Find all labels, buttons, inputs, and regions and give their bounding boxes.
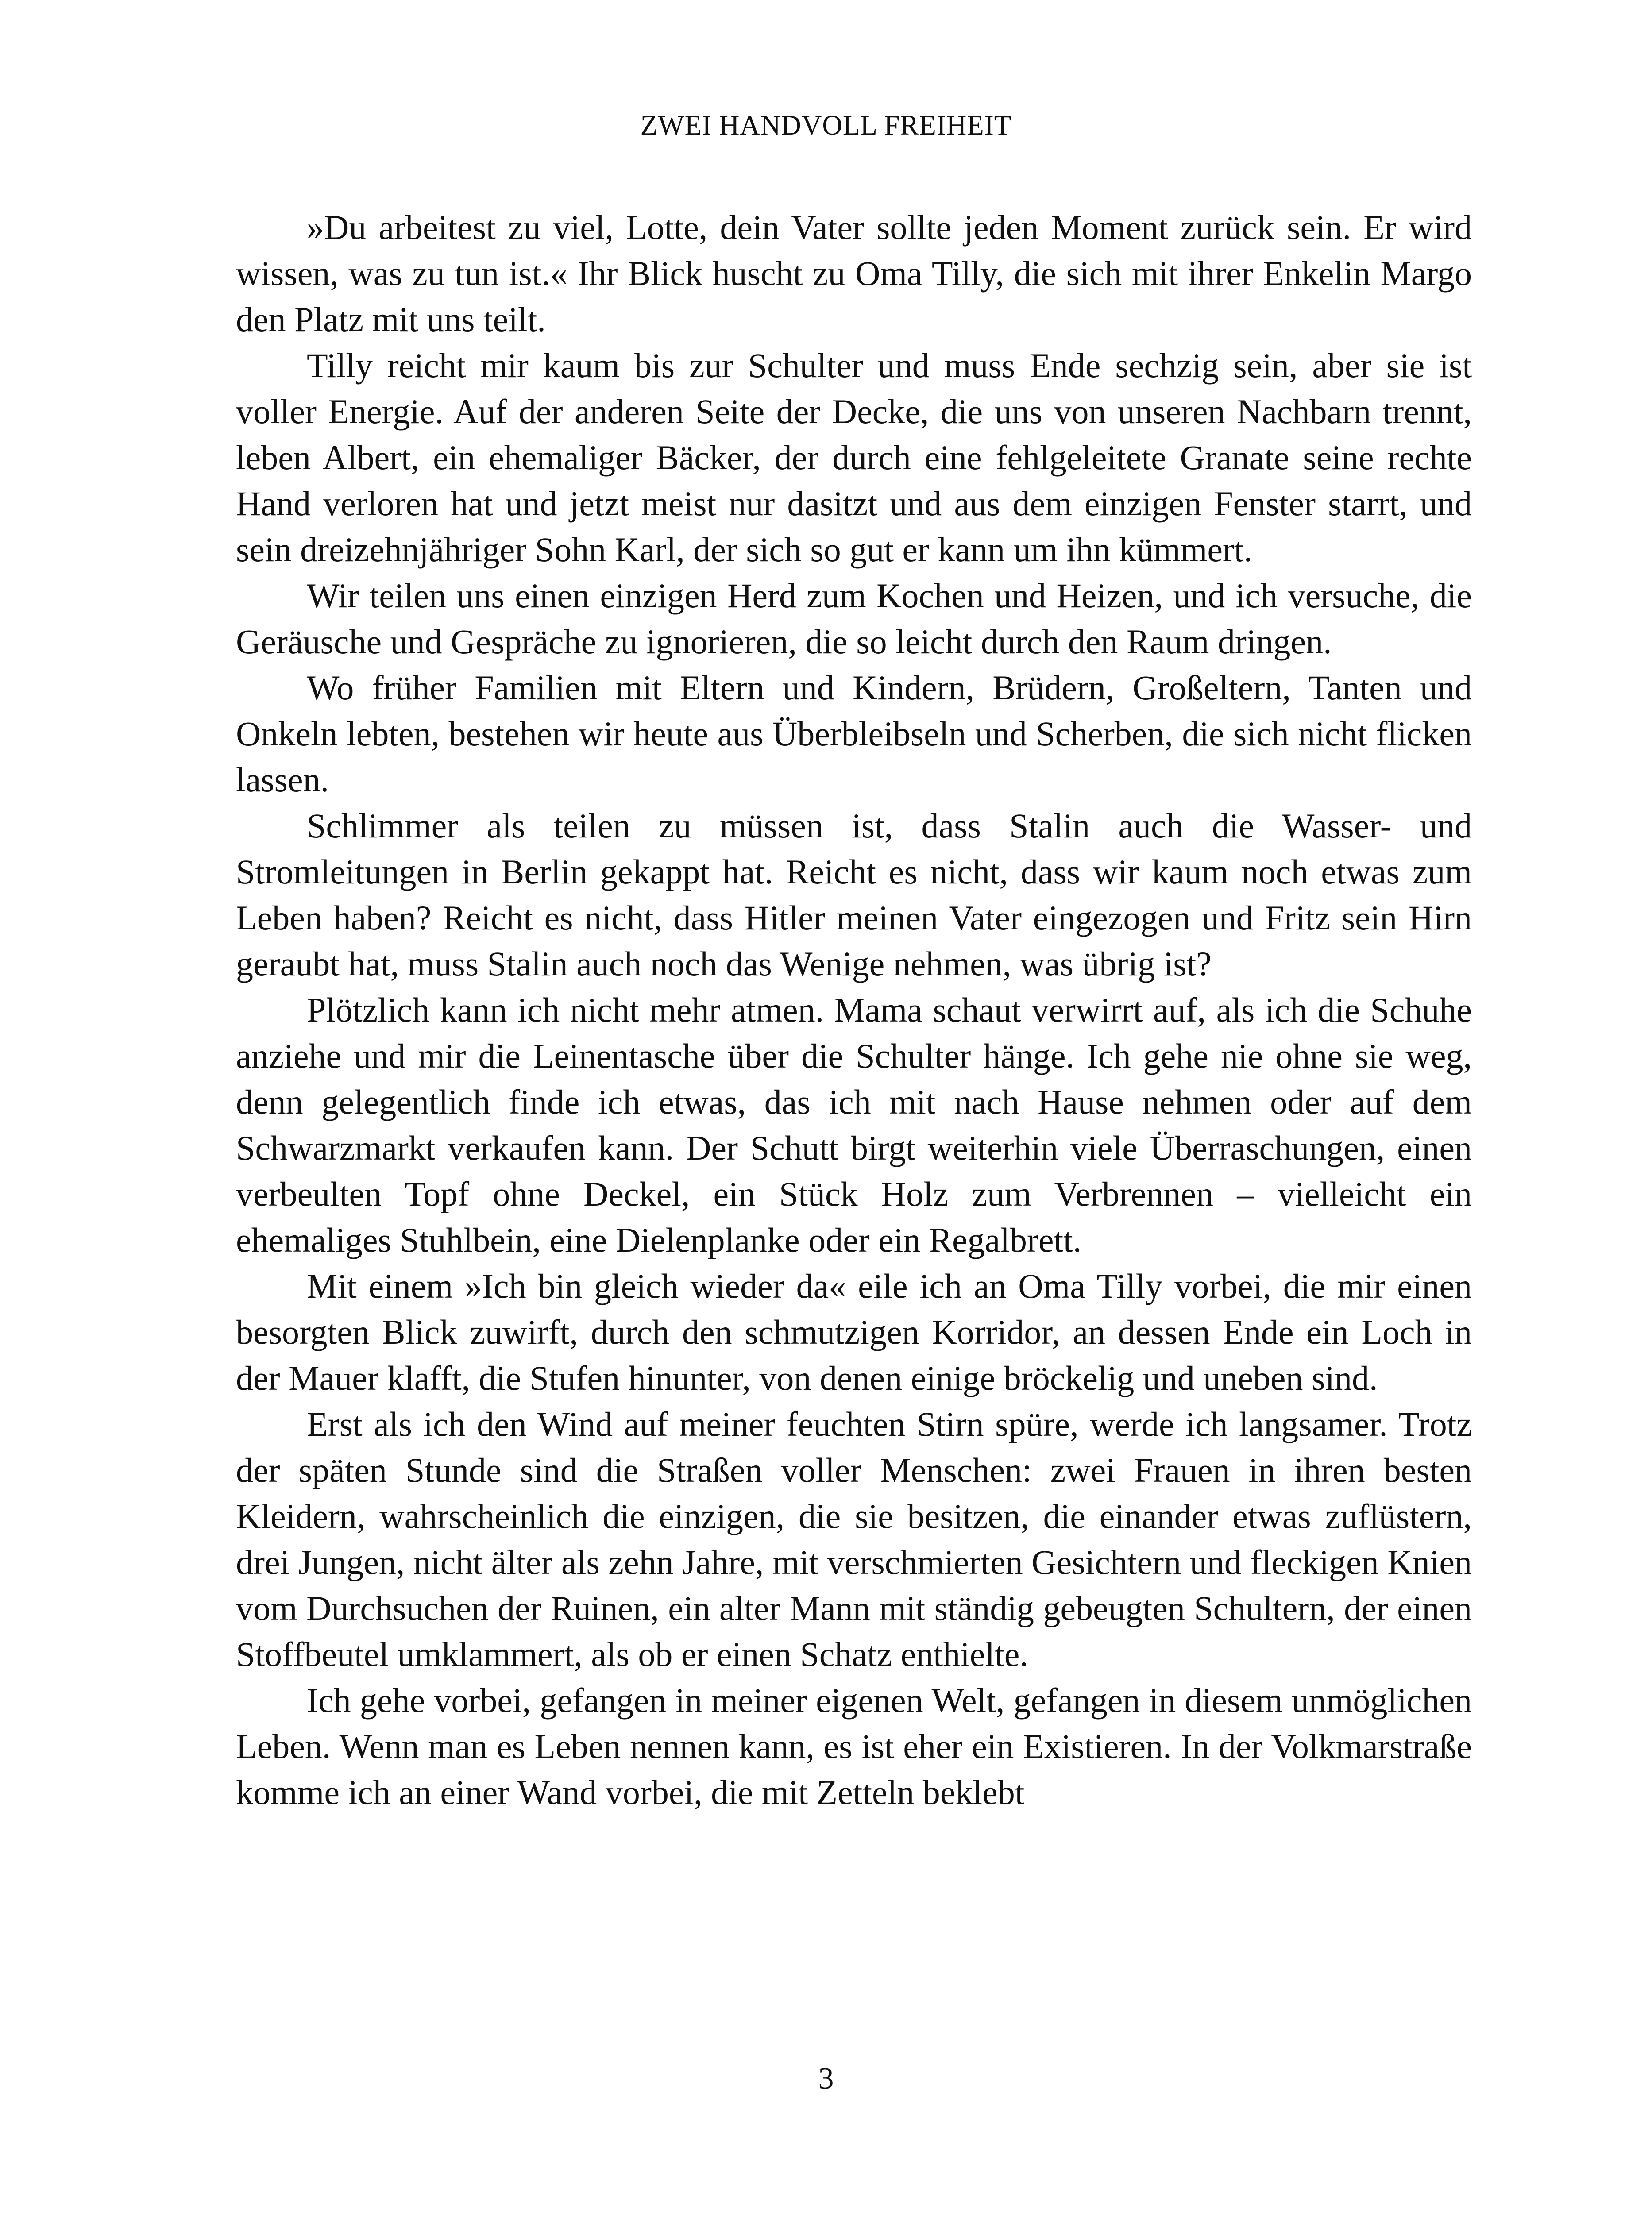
paragraph: Mit einem »Ich bin gleich wieder da« eile ich an Oma Tilly vorbei, die mir einen besorgten Blick zuwirft, durch den schmutzigen Korridor, an dessen Ende ein Loch in der Mauer klafft, die Stufen hinunter, von denen einige bröckelig und uneben sind. [236, 1267, 1472, 1397]
paragraph: Tilly reicht mir kaum bis zur Schulter und muss Ende sechzig sein, aber sie ist voller Energie. Auf der anderen Seite der Decke, die uns von unseren Nachbarn trennt, leben Albert, ein ehemaliger Bäcker, der durch eine fehlgeleitete Granate seine rechte Hand verloren hat und jetzt meist nur dasitzt und aus dem einzigen Fenster starrt, und sein dreizehnjähriger Sohn Karl, der sich so gut er kann um ihn kümmert. [236, 346, 1472, 569]
running-header: ZWEI HANDVOLL FREIHEIT [640, 110, 1012, 141]
paragraph: Wo früher Familien mit Eltern und Kindern, Brüdern, Großeltern, Tanten und Onkeln lebten, bestehen wir heute aus Überbleibseln und Scherben, die sich nicht flicken lassen. [236, 668, 1472, 799]
paragraph: Wir teilen uns einen einzigen Herd zum Kochen und Heizen, und ich versuche, die Geräusche und Gespräche zu ignorieren, die so leicht durch den Raum dringen. [236, 576, 1472, 661]
paragraph: Ich gehe vorbei, gefangen in meiner eigenen Welt, gefangen in diesem unmöglichen Leben. Wenn man es Leben nennen kann, es ist eher ein Existieren. In der Volkmarstraße komme ich an einer Wand vorbei, die mit Zetteln beklebt [236, 1681, 1472, 1812]
paragraph: Erst als ich den Wind auf meiner feuchten Stirn spüre, werde ich langsamer. Trotz der späten Stunde sind die Straßen voller Menschen: zwei Frauen in ihren besten Kleidern, wahrscheinlich die einzigen, die sie besitzen, die einander etwas zuflüstern, drei Jungen, nicht älter als zehn Jahre, mit verschmierten Gesichtern und fleckigen Knien vom Durchsuchen der Ruinen, ein alter Mann mit ständig gebeugten Schultern, der einen Stoffbeutel umklammert, als ob er einen Schatz enthielte. [236, 1405, 1472, 1673]
paragraph: Schlimmer als teilen zu müssen ist, dass Stalin auch die Wasser- und Stromleitungen in Berlin gekappt hat. Reicht es nicht, dass wir kaum noch etwas zum Leben haben? Reicht es nicht, dass Hitler meinen Vater eingezogen und Fritz sein Hirn geraubt hat, muss Stalin auch noch das Wenige nehmen, was übrig ist? [236, 806, 1472, 983]
page-number: 3 [818, 2062, 834, 2096]
paragraph: »Du arbeitest zu viel, Lotte, dein Vater sollte jeden Moment zurück sein. Er wird wissen, was zu tun ist.« Ihr Blick huscht zu Oma Tilly, die sich mit ihrer Enkelin Margo den Platz mit uns teilt. [236, 208, 1472, 339]
body-text [236, 204, 1472, 1816]
paragraph: Plötzlich kann ich nicht mehr atmen. Mama schaut verwirrt auf, als ich die Schuhe anziehe und mir die Leinentasche über die Schulter hänge. Ich gehe nie ohne sie weg, denn gelegentlich finde ich etwas, das ich mit nach Hause nehmen oder auf dem Schwarzmarkt verkaufen kann. Der Schutt birgt weiterhin viele Überraschungen, einen verbeulten Topf ohne Deckel, ein Stück Holz zum Verbrennen – vielleicht ein ehemaliges Stuhlbein, eine Dielenplanke oder ein Regalbrett. [236, 991, 1472, 1259]
